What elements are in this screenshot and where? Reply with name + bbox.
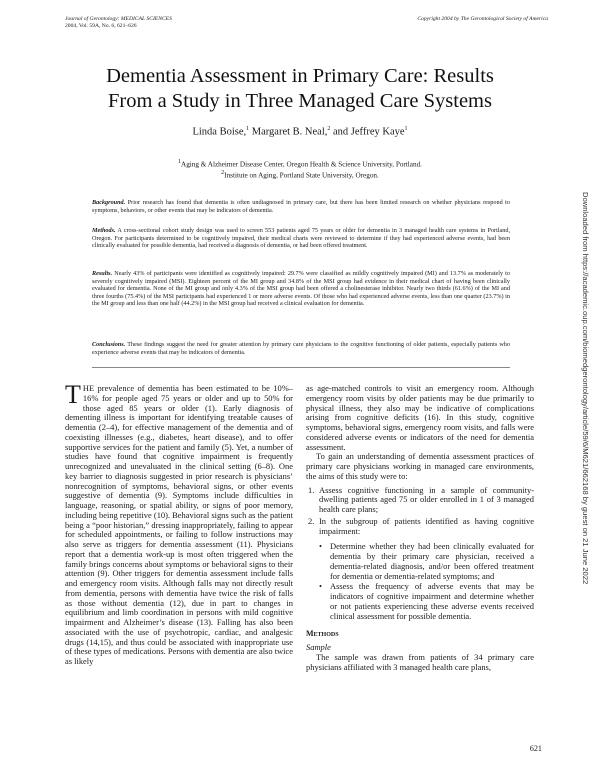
abstract-methods-label: Methods. — [92, 227, 116, 234]
abstract-background-text: Prior research has found that dementia is often undiagnosed in primary care, but there has been limited research on whether physicians respond to symptoms, behaviors, or other events that may be indicators of dementia. — [92, 199, 510, 214]
title-line-1: Dementia Assessment in Primary Care: Results — [106, 65, 494, 87]
journal-name: Journal of Gerontology: MEDICAL SCIENCES — [65, 16, 172, 22]
author-1: Linda Boise, — [192, 126, 247, 138]
abstract-methods-text: A cross-sectional cohort study design was used to screen 553 patients aged 75 years or older for dementia in 3 managed health care systems in Portland, Oregon. For participants determined to be cognitively impaired, their medical charts were reviewed to determine if they had experienced adverse events, had been clinically evaluated for possible dementia, had received a diagnosis of dementia, or had been offered treatment. — [92, 227, 510, 250]
author-3-affil: 1 — [404, 126, 408, 132]
intro-text: HE prevalence of dementia has been estimated to be 10%–16% for people aged 75 years or older and up to 50% for those aged 85 years or older (1). Early diagnosis of dementing illness is important for identifying treatable causes of dementia (2–4), for effective management of the dementia and of coexisting illnesses (e.g., diabetes, heart disease), and to offer supportive services for the patient and family (5). Yet, a number of studies have found that cognitive impairment is frequently unrecognized and unevaluated in the clinical setting (6–8). One key barrier to diagnosis suggested in prior research is physicians’ nonrecognition of symptoms, behavioral signs, or other events suggestive of dementia (9). Symptoms include difficulties in language, reasoning, or spatial ability, or signs of poor memory, including being repetitive (10). Behavioral signs such as the patient being a “poor historian,” dressing inappropriately, failing to appear for scheduled appointments, or failing to follow instructions may also serve as triggers for dementia assessment (11). Physicians report that a dementia work-up is most often triggered when the family brings concerns about symptoms or behavioral signs to their attention (9). Other triggers for dementia assessment include falls and emergency room visits. Although falls may not directly result from dementia, persons with dementia have twice the risk of falls as those without dementia (12), due in part to changes in equilibrium and limb coordination in persons with mild cognitive impairment and Alzheimer’s disease (13). Falling has also been associated with the use of psychotropic, cardiac, and analgesic drugs (14,15), and thus could be associated with inappropriate use of these types of medications. Persons with dementia are also twice as likely — [65, 383, 293, 666]
abstract-background — [92, 199, 510, 214]
right-paragraph-1: as age-matched controls to visit an emergency room. Although emergency room visits by older patients may be due primarily to physical illness, they also may be indicative of complications arising from cognitive deficits (16). In this study, cognitive symptoms, behavioral signs, emergency room visits, and falls were considered adverse events or indicators of the need for dementia assessment. — [306, 383, 534, 452]
volume-info: 2004, Vol. 59A, No. 6, 621–626 — [65, 23, 137, 29]
download-watermark — [578, 192, 592, 584]
list-text: In the subgroup of patients identified as having cognitive impairment: — [319, 515, 534, 536]
article-title — [60, 64, 540, 114]
affiliation-1-text: Aging & Alzheimer Disease Center, Oregon Health & Science University, Portland. — [181, 160, 422, 169]
aims-list — [306, 486, 534, 537]
abstract-conclusions — [92, 341, 510, 356]
author-list — [60, 126, 540, 138]
download-watermark-text: Downloaded from https://academic.oup.com/biomedgerontology/article/59/6/M621/662168 by guest on 21 June 2022 — [581, 192, 590, 585]
abstract-conclusions-label: Conclusions. — [92, 341, 126, 348]
abstract-results-label: Results. — [92, 270, 113, 277]
author-3: and Jeffrey Kaye — [330, 126, 405, 138]
abstract-methods — [92, 227, 510, 250]
list-number: 2. — [308, 515, 315, 526]
methods-heading: Methods — [306, 629, 339, 639]
sample-subheading: Sample — [306, 642, 331, 652]
affiliation-2-text: Institute on Aging, Portland State University, Oregon. — [224, 171, 379, 180]
page-number: 621 — [529, 744, 542, 753]
abstract-results-text: Nearly 43% of participants were identified as cognitively impaired: 29.7% were classified as mildly cognitively impaired (MI) and 13.7% as moderately to severely cognitively impaired (MSI). Eighteen percent of the MI group and 34.8% of the MSI group had evidence in their medical chart of having been clinically evaluated for dementia. None of the MI group and only 4.3% of the MSI group had been offered a cholinesterase inhibitor. Nearly two thirds (61.6%) of the MI and three fourths (75.4%) of the MSI participants had experienced 1 or more adverse events. Of those who had experienced adverse events, less than one quarter (23.7%) in the MI group and less than one half (44.2%) in the MSI group had received a clinical evaluation for dementia. — [92, 270, 510, 308]
bullet-text: Determine whether they had been clinically evaluated for dementia by their primary care physician, received a dementia-related diagnosis, and/or been offered treatment for dementia or dementia-related symptoms; and — [330, 541, 534, 581]
author-1-affil: 1 — [246, 126, 250, 132]
intro-paragraph — [65, 380, 293, 667]
title-line-2: From a Study in Three Managed Care Systems — [108, 90, 492, 112]
list-item — [306, 517, 534, 537]
list-item — [306, 486, 534, 515]
body-column-right — [306, 384, 534, 672]
bullet-item — [306, 542, 534, 581]
bullet-icon: • — [319, 581, 322, 592]
drop-cap: T — [65, 380, 81, 409]
affiliation-2-mark: 2 — [221, 170, 225, 177]
abstract-background-label: Background. — [92, 199, 126, 206]
abstract-conclusions-text: These findings suggest the need for greater attention by primary care physicians to the cognitive functioning of older patients, especially patients who experience adverse events that may be indicators of dementia. — [92, 341, 510, 356]
list-text: Assess cognitive functioning in a sample of community-dwelling patients aged 75 or older enrolled in 1 of 3 managed health care plans; — [319, 484, 534, 514]
body-column-left — [65, 380, 293, 667]
affiliation-1-mark: 1 — [178, 159, 182, 165]
affiliation-1 — [60, 158, 540, 169]
sub-aims-list — [306, 542, 534, 621]
author-2-affil: 2 — [327, 126, 331, 132]
author-2: Margaret B. Neal, — [249, 126, 328, 138]
bullet-text: Assess the frequency of adverse events that may be indicators of cognitive impairment and determine whether or not patients experiencing these adverse events received clinical assessment for possible dementia. — [330, 581, 534, 621]
abstract-results — [92, 270, 510, 308]
affiliation-2 — [60, 169, 540, 180]
right-paragraph-2: To gain an understanding of dementia assessment practices of primary care physicians working in managed care environments, the aims of this study were to: — [306, 451, 534, 481]
list-number: 1. — [308, 484, 315, 495]
bullet-icon: • — [319, 541, 322, 552]
affiliations — [60, 158, 540, 181]
abstract-divider — [92, 367, 510, 368]
sample-paragraph: The sample was drawn from patients of 34 primary care physicians affiliated with 3 managed health care plans, — [306, 651, 534, 672]
copyright-notice: Copyright 2004 by The Gerontological Society of America — [417, 16, 548, 22]
running-header-left — [65, 16, 172, 30]
bullet-item — [306, 582, 534, 621]
